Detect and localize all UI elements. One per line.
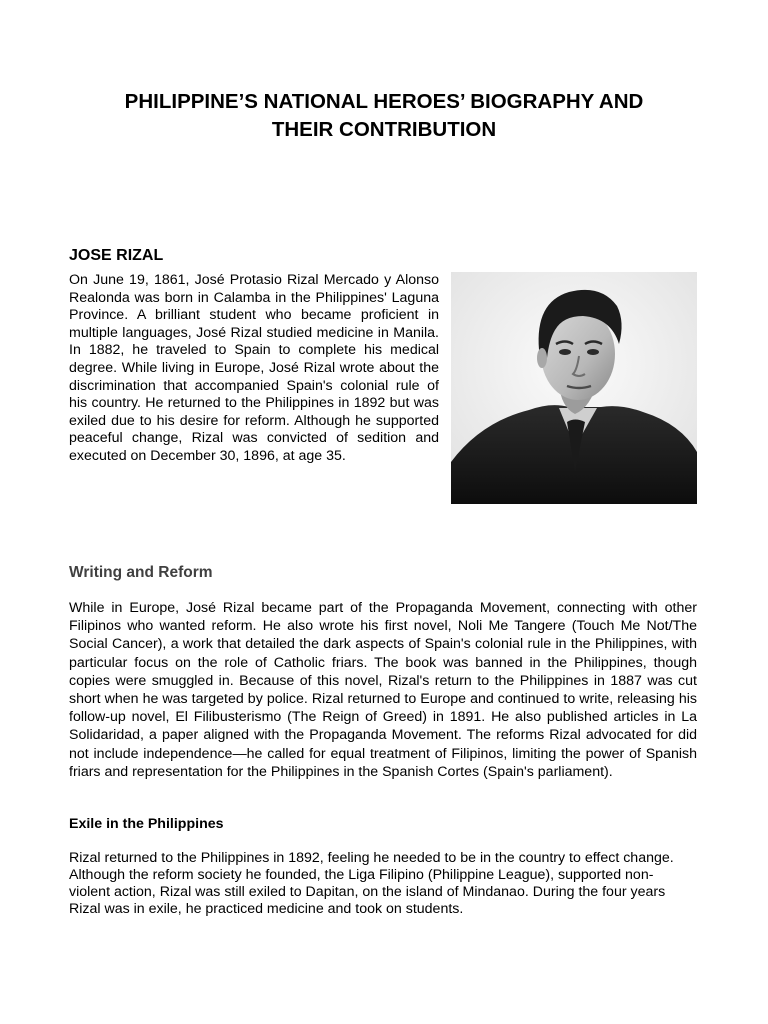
document-title-line-2: THEIR CONTRIBUTION <box>271 118 497 141</box>
hero-intro-paragraph: On June 19, 1861, José Protasio Rizal Mercado y Alonso Realonda was born in Calamba in the Philippines' Laguna Province. A brilliant student who became proficient in multiple languages, José Rizal studied medicine in Manila. In 1882, he traveled to Spain to complete his medical degree. While living in Europe, José Rizal wrote about the discrimination that accompanied Spain's colonial rule of his country. He returned to the Philippines in 1892 but was exiled due to his desire for reform. Although he supported peaceful change, Rizal was convicted of sedition and executed on December 30, 1896, at age 35. <box>69 272 439 464</box>
document-title <box>60 88 708 144</box>
writing-reform-heading: Writing and Reform <box>69 564 213 581</box>
writing-reform-paragraph: While in Europe, José Rizal became part of the Propaganda Movement, connecting with other Filipinos who wanted reform. He also wrote his first novel, Noli Me Tangere (Touch Me Not/The Social Cancer), a work that detailed the dark aspects of Spain's colonial rule in the Philippines, with particular focus on the role of Catholic friars. The book was banned in the Philippines, though copies were smuggled in. Because of this novel, Rizal's return to the Philippines in 1887 was cut short when he was targeted by police. Rizal returned to Europe and continued to write, releasing his follow-up novel, El Filibusterismo (The Reign of Greed) in 1891. He also published articles in La Solidaridad, a paper aligned with the Propaganda Movement. The reforms Rizal advocated for did not include independence—he called for equal treatment of Filipinos, limiting the power of Spanish friars and representation for the Philippines in the Spanish Cortes (Spain's parliament). <box>69 600 697 780</box>
document-title-line-1: PHILIPPINE’S NATIONAL HEROES’ BIOGRAPHY AND <box>124 90 644 113</box>
hero-name-heading: JOSE RIZAL <box>69 247 164 264</box>
exile-heading: Exile in the Philippines <box>69 816 224 832</box>
exile-paragraph: Rizal returned to the Philippines in 1892, feeling he needed to be in the country to effect change. Although the reform society he founded, the Liga Filipino (Philippine League), supported non-violent action, Rizal was still exiled to Dapitan, on the island of Mindanao. During the four years Rizal was in exile, he practiced medicine and took on students. <box>69 850 674 917</box>
portrait-image <box>451 272 697 504</box>
portrait-photo <box>451 272 697 504</box>
